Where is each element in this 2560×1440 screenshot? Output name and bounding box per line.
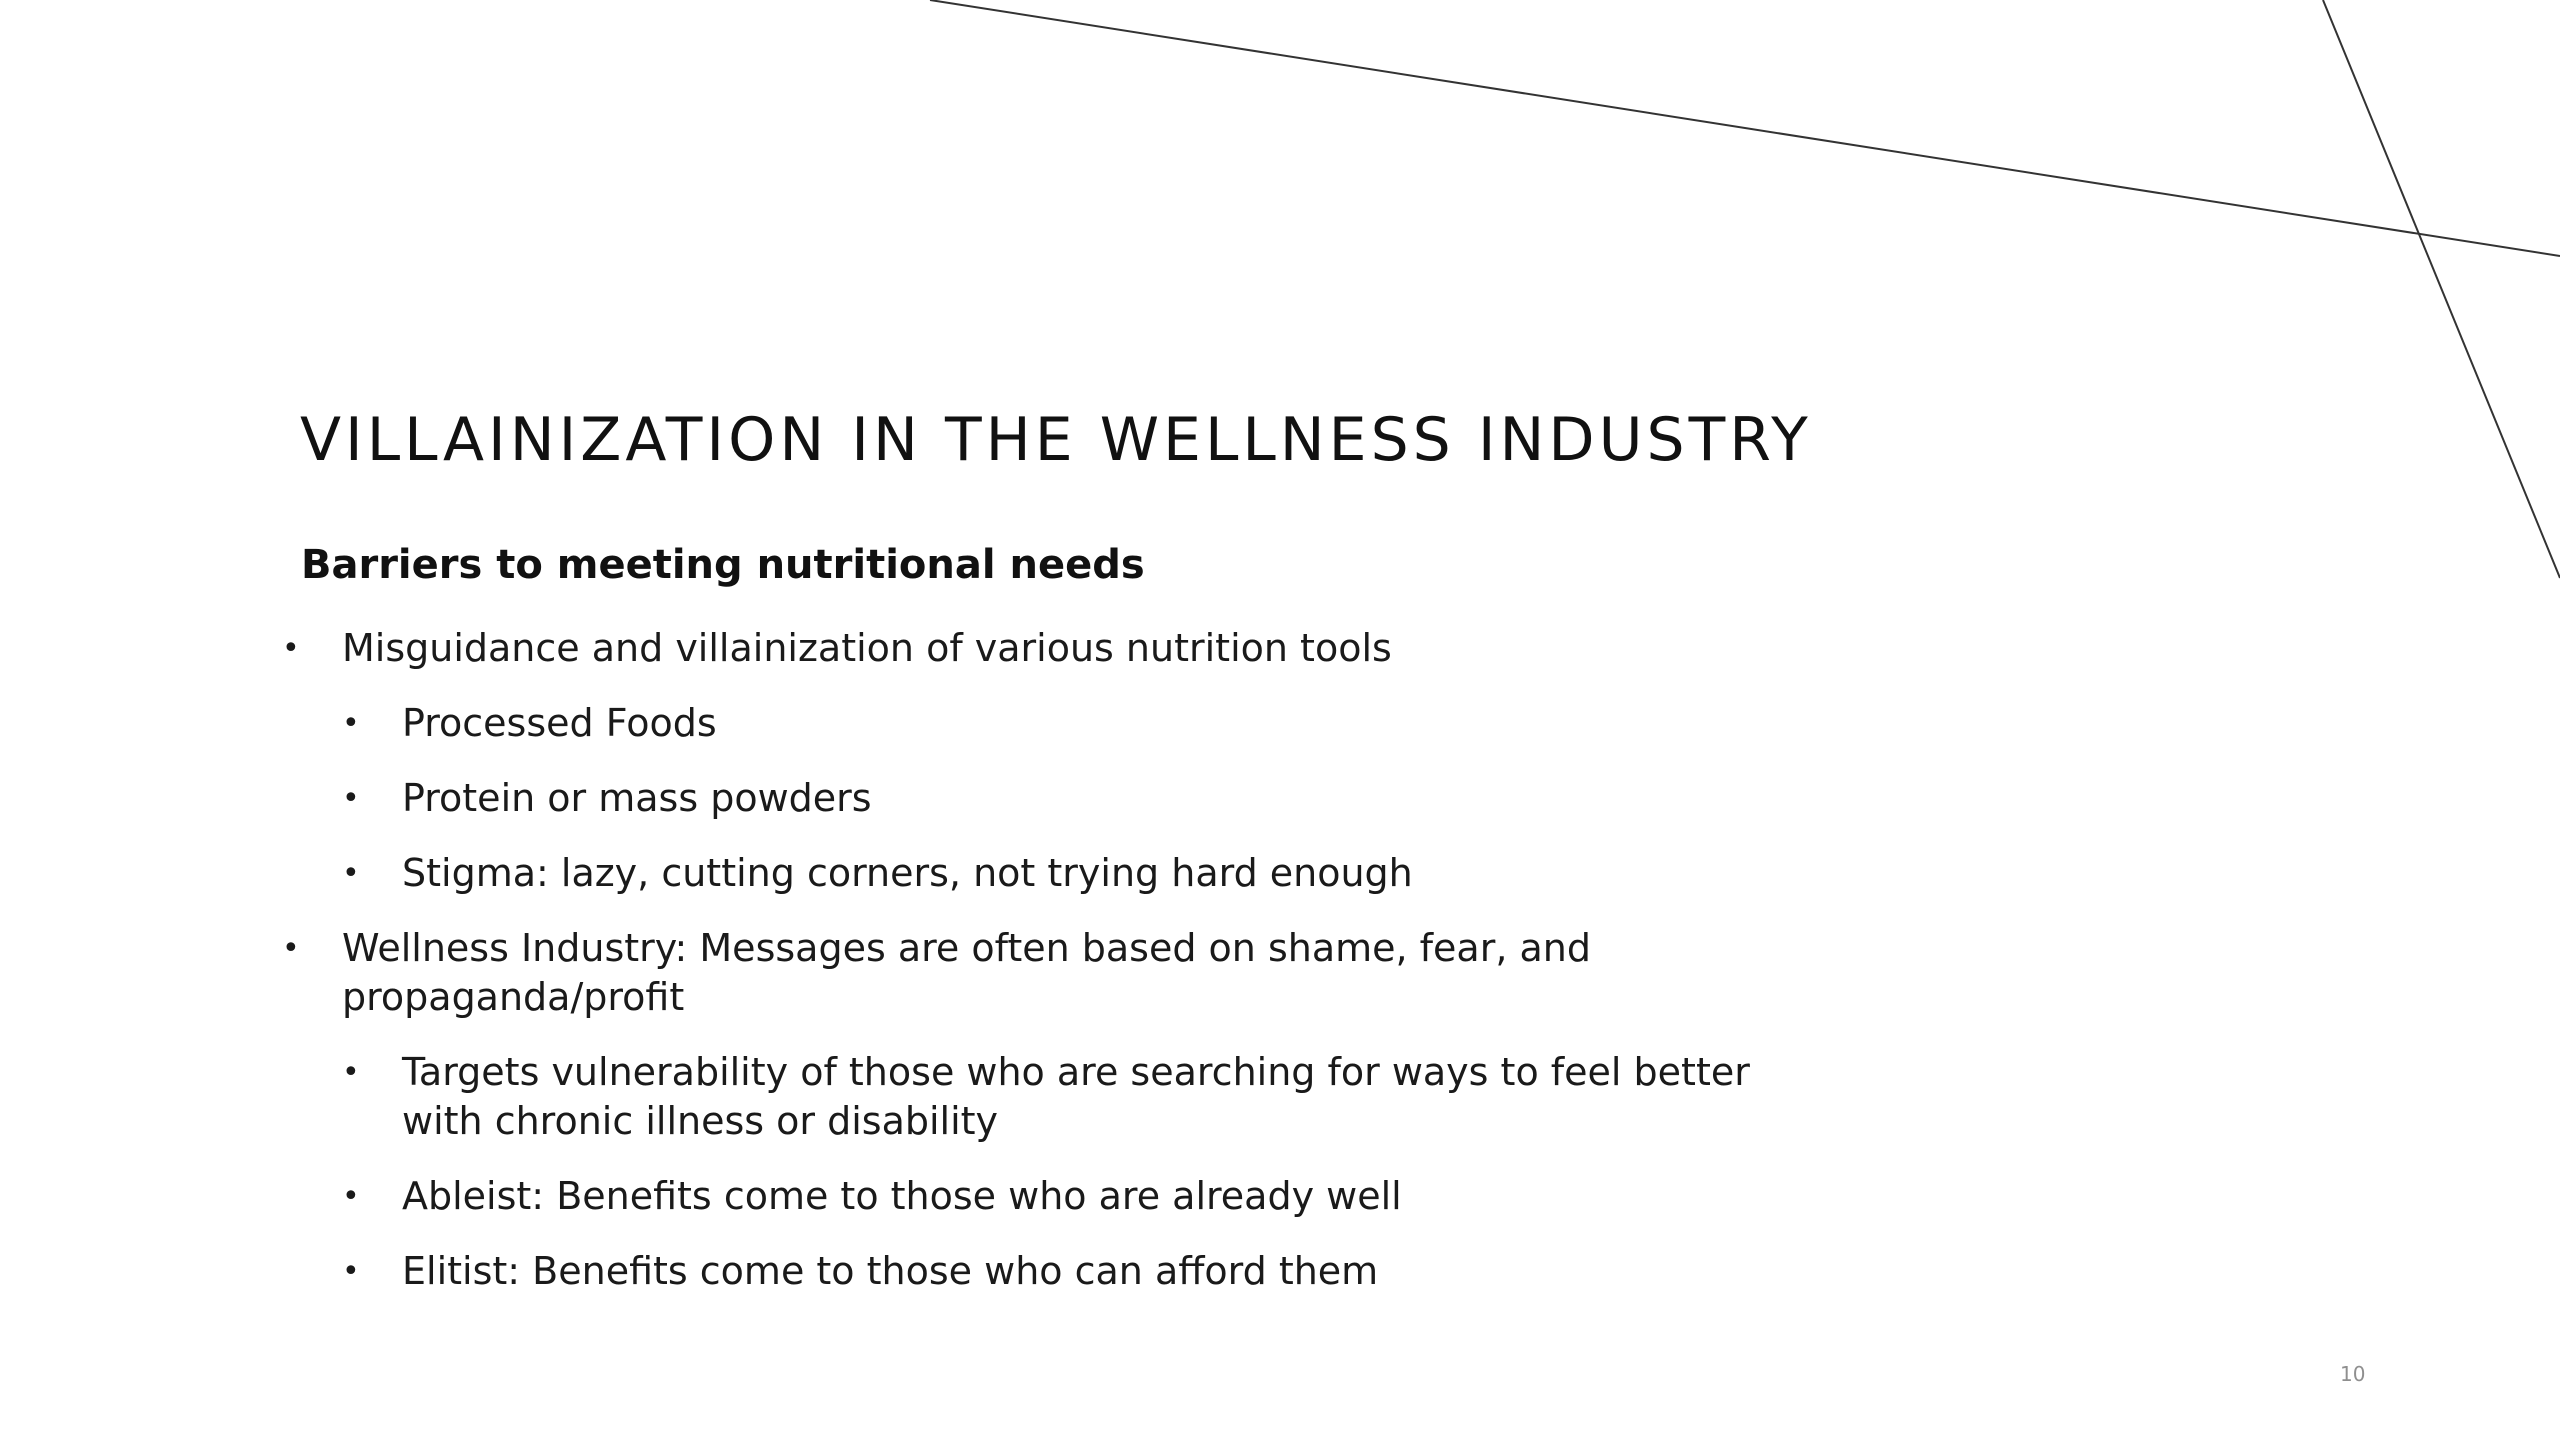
sub-bullet-item bbox=[280, 849, 1840, 898]
decorative-line bbox=[930, 0, 2560, 256]
bullet-text: Misguidance and villainization of various nutrition tools bbox=[342, 626, 1392, 670]
bullet-icon: • bbox=[342, 1055, 360, 1090]
bullet-text: Protein or mass powders bbox=[402, 776, 872, 820]
slide-number: 10 bbox=[2340, 1362, 2366, 1386]
bullet-text: Elitist: Benefits come to those who can afford them bbox=[402, 1249, 1379, 1293]
bullet-icon: • bbox=[282, 631, 300, 666]
bullet-icon: • bbox=[342, 856, 360, 891]
sub-bullet-item bbox=[280, 1172, 1840, 1221]
bullet-item bbox=[280, 624, 1840, 673]
sub-bullet-item bbox=[280, 1247, 1840, 1296]
sub-bullet-item bbox=[280, 774, 1840, 823]
bullet-text: Stigma: lazy, cutting corners, not trying hard enough bbox=[402, 851, 1413, 895]
bullet-text: Targets vulnerability of those who are searching for ways to feel better with chronic illness or disability bbox=[402, 1050, 1750, 1143]
bullet-item bbox=[280, 924, 1840, 1022]
decorative-line bbox=[2323, 0, 2560, 578]
bullet-icon: • bbox=[342, 706, 360, 741]
bullet-list bbox=[280, 624, 1840, 1322]
bullet-text: Ableist: Benefits come to those who are already well bbox=[402, 1174, 1402, 1218]
sub-bullet-item bbox=[280, 699, 1840, 748]
slide-title: VILLAINIZATION IN THE WELLNESS INDUSTRY bbox=[300, 405, 1812, 475]
slide-subtitle: Barriers to meeting nutritional needs bbox=[301, 542, 1145, 588]
bullet-text: Wellness Industry: Messages are often based on shame, fear, and propaganda/profit bbox=[342, 926, 1591, 1019]
bullet-icon: • bbox=[282, 931, 300, 966]
sub-bullet-item bbox=[280, 1048, 1840, 1146]
bullet-icon: • bbox=[342, 781, 360, 816]
bullet-icon: • bbox=[342, 1254, 360, 1289]
bullet-text: Processed Foods bbox=[402, 701, 717, 745]
bullet-icon: • bbox=[342, 1179, 360, 1214]
